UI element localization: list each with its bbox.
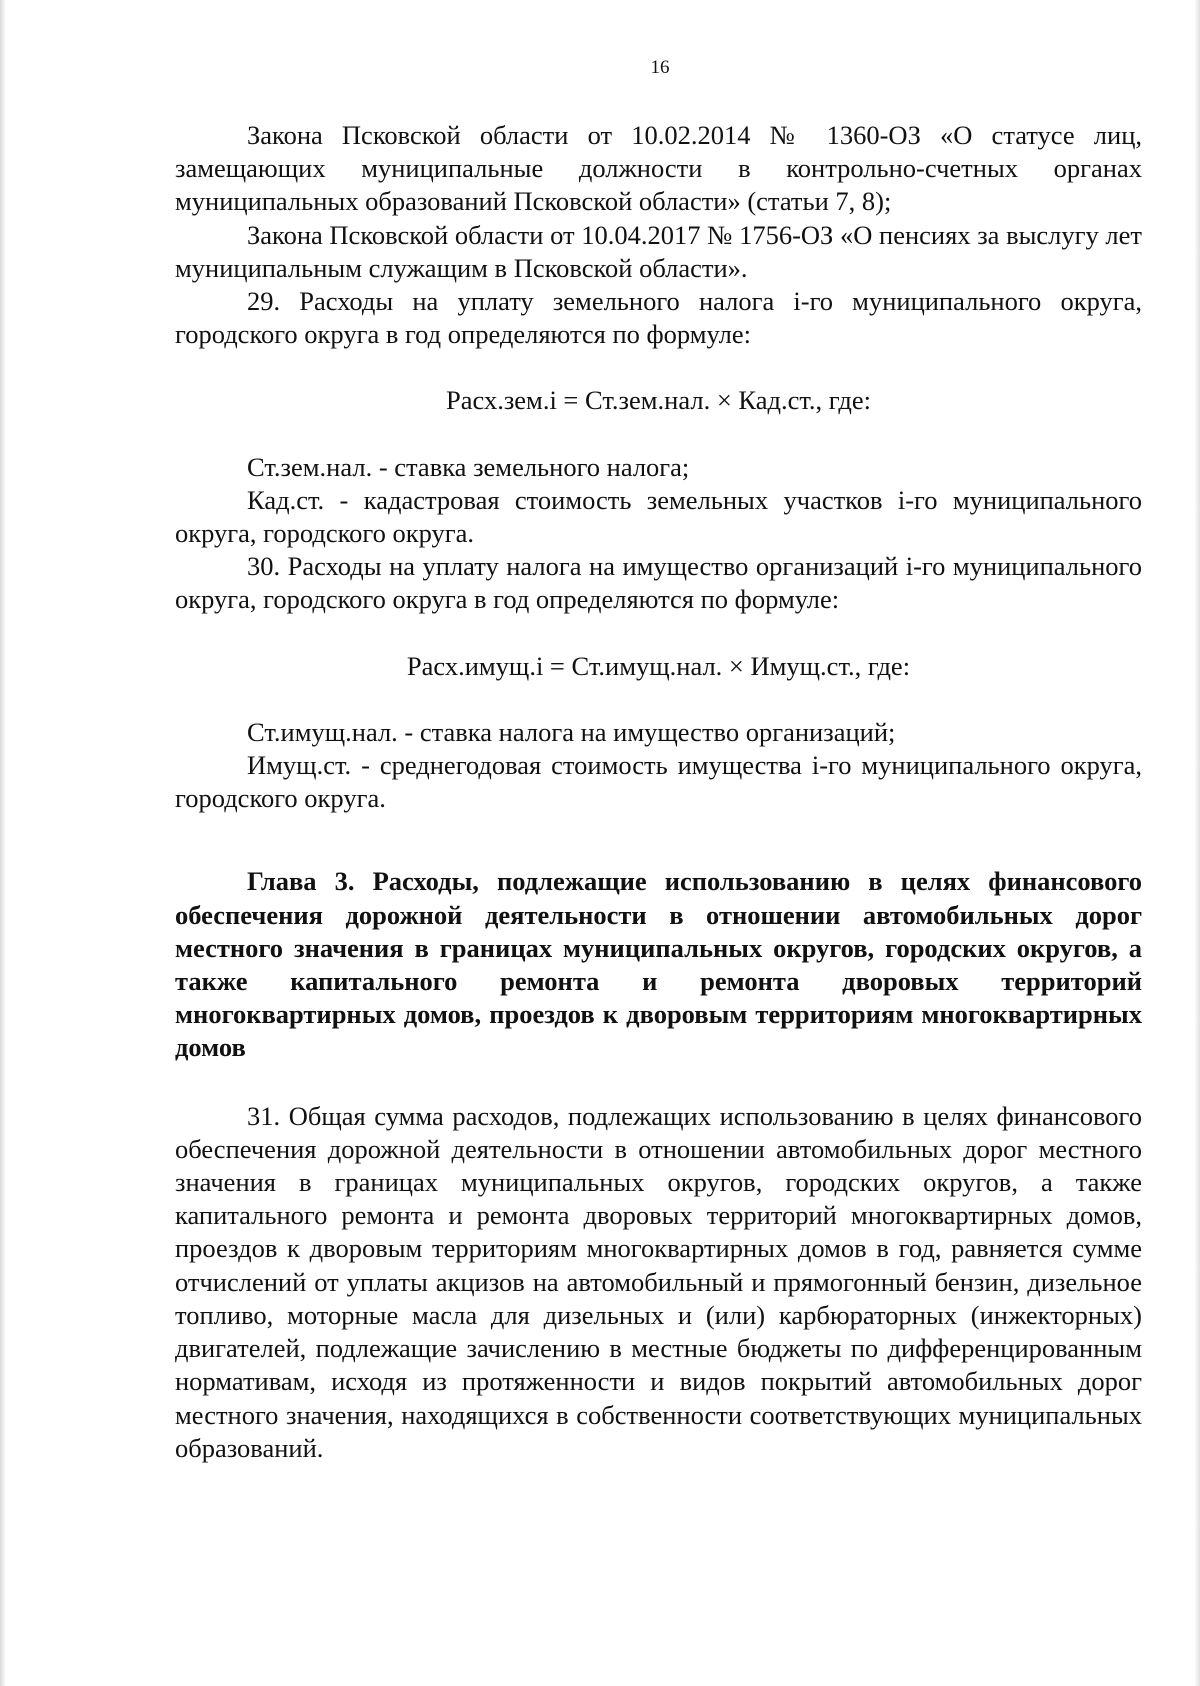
clause-31: 31. Общая сумма расходов, подлежащих использованию в целях финансового обеспечения дорожной деятельности в отношении автомобильных дорог местного значения в границах муниципальных округов, городских округов, а также капитального ремонта и ремонта дворовых территорий многоквартирных домов, проездов к дворовым территориям многоквартирных домов в год, равняется сумме отчислений от уплаты акцизов на автомобильный и прямогонный бензин, дизельное топливо, моторные масла для дизельных и (или) карбюраторных (инжекторных) двигателей, подлежащие зачислению в местные бюджеты по дифференцированным нормативам, исходя из протяженности и видов покрытий автомобильных дорог местного значения, находящихся в собственности соответствующих муниципальных образований. [175, 1100, 1142, 1463]
page-number: 16 [650, 57, 670, 78]
scan-edge-left [0, 0, 6, 1686]
clause-30: 30. Расходы на уплату налога на имущество организаций i-го муниципального округа, городского округа в год определяются по формуле: [175, 551, 1142, 615]
formula-property-tax: Расх.имущ.i = Ст.имущ.нал. × Имущ.ст., где: [406, 650, 911, 681]
formula-definition: Ст.зем.нал. - ставка земельного налога; [247, 451, 690, 482]
formula-definition: Ст.имущ.нал. - ставка налога на имущество организаций; [247, 716, 896, 747]
law-reference-paragraph: Закона Псковской области от 10.02.2014 № 1360-ОЗ «О статусе лиц, замещающих муниципальные должности в контрольно-счетных органах муниципальных образований Псковской области» (статьи 7, 8); [175, 120, 1142, 217]
document-body [175, 119, 1142, 1465]
law-reference-paragraph: Закона Псковской области от 10.04.2017 № 1756-ОЗ «О пенсиях за выслугу лет муниципальным служащим в Псковской области». [175, 219, 1142, 283]
scan-edge-right [1194, 0, 1200, 1686]
clause-29: 29. Расходы на уплату земельного налога i-го муниципального округа, городского округа в год определяются по формуле: [175, 286, 1142, 350]
formula-definition: Имущ.ст. - среднегодовая стоимость имущества i-го муниципального округа, городского округа. [175, 750, 1142, 814]
formula-land-tax: Расх.зем.i = Ст.зем.нал. × Кад.ст., где: [446, 385, 871, 416]
chapter-3-heading: Глава 3. Расходы, подлежащие использованию в целях финансового обеспечения дорожной деятельности в отношении автомобильных дорог местного значения в границах муниципальных округов, городских округов, а также капитального ремонта и ремонта дворовых территорий многоквартирных домов, проездов к дворовым территориям многоквартирных домов [175, 866, 1142, 1063]
formula-definition: Кад.ст. - кадастровая стоимость земельных участков i-го муниципального округа, городского округа. [175, 484, 1142, 549]
